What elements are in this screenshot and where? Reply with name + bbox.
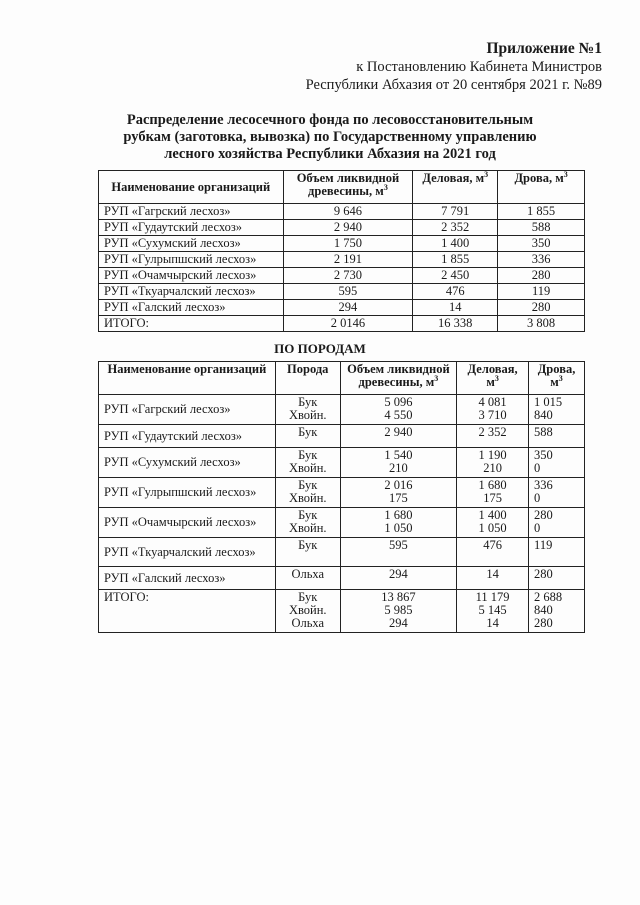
firewood-cell: 119 (498, 284, 585, 300)
firewood-cell: 336 (498, 252, 585, 268)
table-row (99, 448, 585, 478)
header-volume: Объем ликвидной древесины, $м^3$ (283, 171, 413, 204)
firewood-cell: 350 (498, 236, 585, 252)
header-business: Деловая, $м^3$ (413, 171, 498, 204)
volume-cell: 595 (283, 284, 413, 300)
firewood-cell: 1 015 840 (529, 395, 585, 425)
table-row (99, 220, 585, 236)
table-row (99, 538, 585, 567)
volume-cell: 2 016 175 (340, 478, 457, 508)
firewood-cell: 336 0 (529, 478, 585, 508)
business-cell: 1 680 175 (457, 478, 529, 508)
business-cell: 11 179 5 145 14 (457, 590, 529, 633)
breed-cell: Бук Хвойн. (275, 508, 340, 538)
header-firewood: Дрова, $м^3$ (529, 362, 585, 395)
business-cell: 1 400 1 050 (457, 508, 529, 538)
breed-cell: Бук (275, 425, 340, 448)
firewood-cell: 119 (529, 538, 585, 567)
business-cell: 7 791 (413, 204, 498, 220)
appendix-line-1: к Постановлению Кабинета Министров (356, 59, 602, 75)
business-cell: 14 (413, 300, 498, 316)
appendix-block (306, 40, 602, 94)
table-row (99, 508, 585, 538)
document-title-line-3: лесного хозяйства Республики Абхазия на 2021 год (164, 146, 496, 162)
firewood-cell: 3 808 (498, 316, 585, 332)
volume-cell: 2 0146 (283, 316, 413, 332)
org-cell: РУП «Очамчырский лесхоз» (99, 268, 284, 284)
volume-cell: 294 (340, 567, 457, 590)
breed-cell: Бук Хвойн. (275, 478, 340, 508)
breed-cell: Ольха (275, 567, 340, 590)
org-cell: РУП «Ткуарчалский лесхоз» (99, 538, 276, 567)
table-row (99, 425, 585, 448)
volume-cell: 1 540 210 (340, 448, 457, 478)
table-row (99, 252, 585, 268)
firewood-cell: 350 0 (529, 448, 585, 478)
by-breed-table (98, 361, 585, 633)
volume-cell: 294 (283, 300, 413, 316)
document-title-line-1: Распределение лесосечного фонда по лесовосстановительным (126, 112, 534, 128)
business-cell: 14 (457, 567, 529, 590)
firewood-cell: 1 855 (498, 204, 585, 220)
appendix-line-2: Республики Абхазия от 20 сентября 2021 г. №89 (305, 77, 602, 93)
business-cell: 2 450 (413, 268, 498, 284)
volume-cell: 2 730 (283, 268, 413, 284)
org-cell: РУП «Сухумский лесхоз» (99, 236, 284, 252)
firewood-cell: 2 688 840 280 (529, 590, 585, 633)
volume-cell: 2 191 (283, 252, 413, 268)
org-cell: РУП «Гудаутский лесхоз» (99, 220, 284, 236)
header-breed: Порода (275, 362, 340, 395)
header-org: Наименование организаций (99, 171, 284, 204)
by-breed-table-header-row (99, 362, 585, 395)
org-cell: РУП «Гагрский лесхоз» (99, 395, 276, 425)
org-cell: РУП «Очамчырский лесхоз» (99, 508, 276, 538)
org-cell: РУП «Галский лесхоз» (99, 300, 284, 316)
org-cell: РУП «Гудаутский лесхоз» (99, 425, 276, 448)
firewood-cell: 280 0 (529, 508, 585, 538)
volume-cell: 595 (340, 538, 457, 567)
business-cell: 476 (413, 284, 498, 300)
org-cell: РУП «Гулрыпшский лесхоз» (99, 252, 284, 268)
table-row (99, 236, 585, 252)
business-cell: 2 352 (413, 220, 498, 236)
org-cell: ИТОГО: (99, 590, 276, 633)
business-cell: 2 352 (457, 425, 529, 448)
volume-cell: 2 940 (283, 220, 413, 236)
org-cell: РУП «Сухумский лесхоз» (99, 448, 276, 478)
document-title (80, 112, 580, 163)
volume-cell: 2 940 (340, 425, 457, 448)
volume-cell: 5 096 4 550 (340, 395, 457, 425)
table-row (99, 268, 585, 284)
breed-cell: Бук Хвойн. Ольха (275, 590, 340, 633)
org-cell: РУП «Ткуарчалский лесхоз» (99, 284, 284, 300)
business-cell: 476 (457, 538, 529, 567)
appendix-title: Приложение №1 (486, 40, 602, 57)
volume-cell: 9 646 (283, 204, 413, 220)
business-cell: 1 190 210 (457, 448, 529, 478)
business-cell: 16 338 (413, 316, 498, 332)
table-row (99, 478, 585, 508)
firewood-cell: 280 (498, 300, 585, 316)
volume-cell: 13 867 5 985 294 (340, 590, 457, 633)
header-firewood: Дрова, $м^3$ (498, 171, 585, 204)
breed-cell: Бук Хвойн. (275, 395, 340, 425)
table-row (99, 395, 585, 425)
table-row (99, 590, 585, 633)
breed-cell: Бук Хвойн. (275, 448, 340, 478)
header-business: Деловая, $м^3$ (457, 362, 529, 395)
document-title-line-2: рубкам (заготовка, вывозка) по Государственному управлению (123, 129, 537, 145)
table-row (99, 567, 585, 590)
section-title: ПО ПОРОДАМ (274, 341, 366, 356)
header-volume: Объем ликвидной древесины, $м^3$ (340, 362, 457, 395)
business-cell: 4 081 3 710 (457, 395, 529, 425)
firewood-cell: 588 (498, 220, 585, 236)
volume-cell: 1 680 1 050 (340, 508, 457, 538)
org-cell: РУП «Гулрыпшский лесхоз» (99, 478, 276, 508)
summary-table (98, 170, 585, 332)
firewood-cell: 280 (498, 268, 585, 284)
summary-table-header-row (99, 171, 585, 204)
business-cell: 1 855 (413, 252, 498, 268)
firewood-cell: 280 (529, 567, 585, 590)
breed-cell: Бук (275, 538, 340, 567)
table-row (99, 300, 585, 316)
table-row (99, 316, 585, 332)
business-cell: 1 400 (413, 236, 498, 252)
org-cell: ИТОГО: (99, 316, 284, 332)
table-row (99, 204, 585, 220)
header-org: Наименование организаций (99, 362, 276, 395)
firewood-cell: 588 (529, 425, 585, 448)
org-cell: РУП «Гагрский лесхоз» (99, 204, 284, 220)
org-cell: РУП «Галский лесхоз» (99, 567, 276, 590)
table-row (99, 284, 585, 300)
volume-cell: 1 750 (283, 236, 413, 252)
